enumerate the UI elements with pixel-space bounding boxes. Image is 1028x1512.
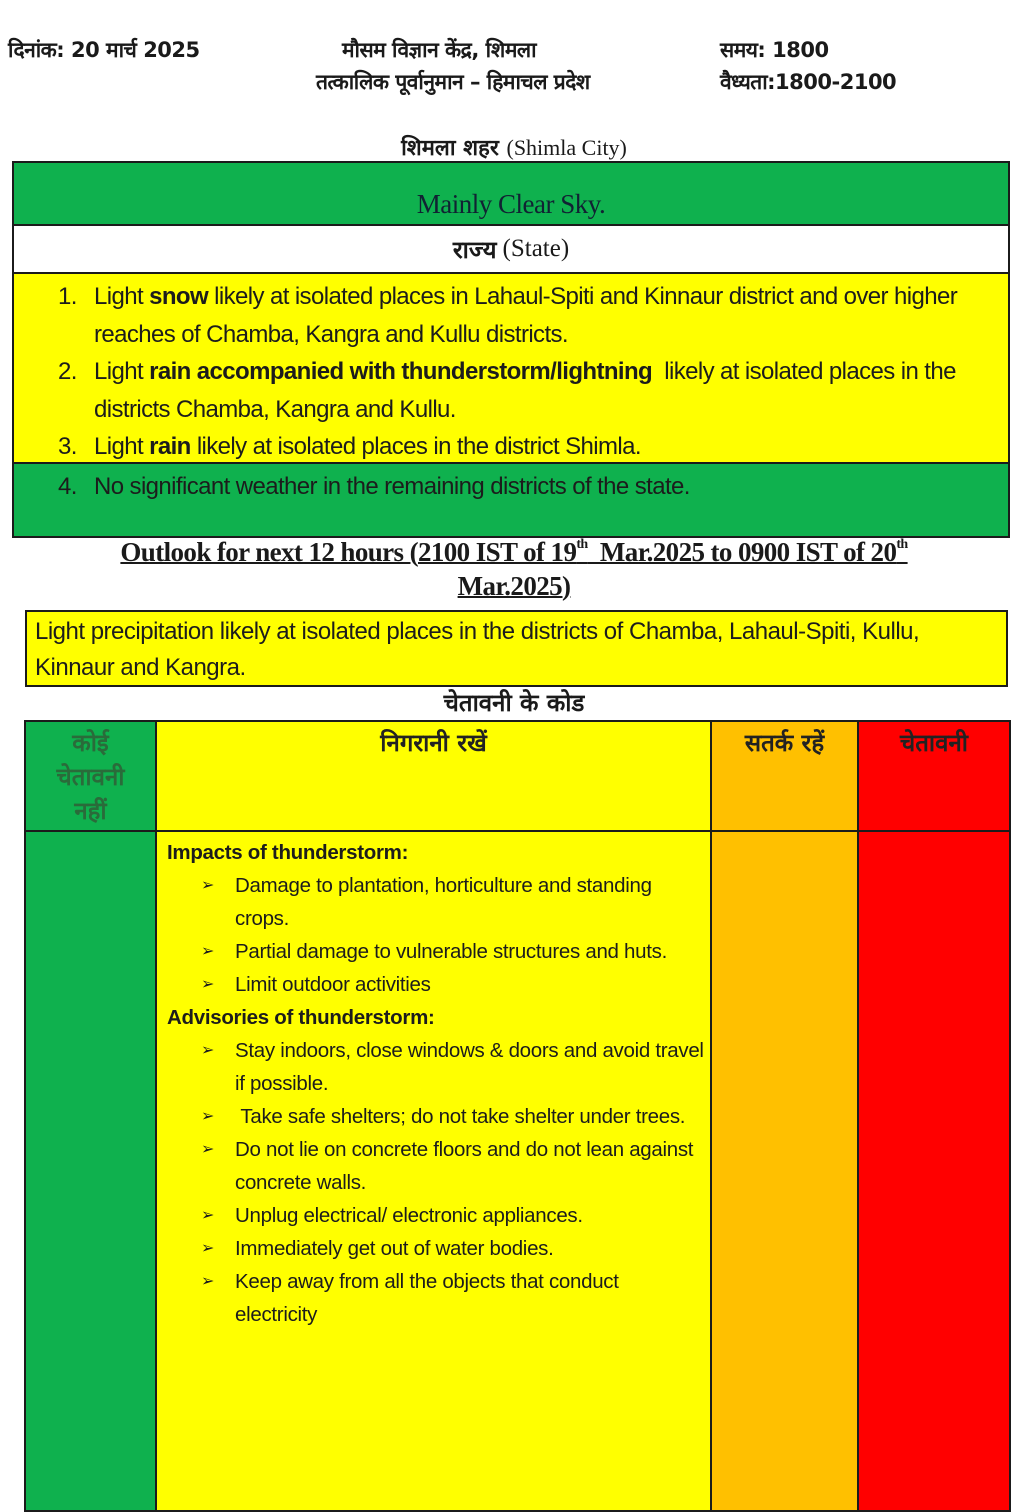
no-warning-cell (26, 832, 157, 1510)
city-forecast-row (14, 163, 1008, 226)
advisories-list (167, 1034, 710, 1331)
advisory-bullet-item (201, 1199, 710, 1232)
col-warning: चेतावनी (859, 722, 1009, 832)
advisory-bullet-item (201, 968, 710, 1001)
advisory-bullet-item (201, 935, 710, 968)
alert-cell (712, 832, 859, 1510)
state-forecast-item (58, 468, 1008, 506)
advisory-bullet-item (201, 1133, 710, 1199)
validity-period: वैध्यता:1800-2100 (720, 70, 897, 94)
outlook-heading: Outlook for next 12 hours (2100 IST of 19th Mar.2025 to 0900 IST of 20th Mar.2025) (120, 537, 908, 601)
warning-codes-table (24, 720, 1011, 1512)
bullet-text: Do not lie on concrete floors and do not lean against concrete walls. (235, 1138, 699, 1194)
advisory-bullet-item (201, 1232, 710, 1265)
bullet-text: Unplug electrical/ electronic appliances. (235, 1204, 583, 1227)
advisories-heading: Advisories of thunderstorm: (167, 1006, 435, 1029)
bullet-text: Take safe shelters; do not take shelter under trees. (235, 1105, 686, 1128)
outlook-text: Light precipitation likely at isolated places in the districts of Chamba, Lahaul-Spiti, Kullu, Kinnaur and Kangra. (25, 610, 1008, 687)
bullet-text: Partial damage to vulnerable structures and huts. (235, 940, 667, 963)
issuing-centre: मौसम विज्ञान केंद्र, शिमला (342, 38, 537, 62)
state-section-header (14, 226, 1008, 274)
advisory-bullet-item (201, 1100, 710, 1133)
bullet-text: Stay indoors, close windows & doors and avoid travel if possible. (235, 1039, 710, 1095)
state-forecast-item (58, 353, 1008, 428)
state-title-hindi: राज्य (452, 235, 497, 264)
forecast-table (12, 161, 1010, 538)
impacts-list (167, 869, 710, 1001)
arrowhead-bullet-icon: ➢ (201, 1141, 215, 1158)
arrowhead-bullet-icon: ➢ (201, 877, 215, 894)
city-title-hindi: शिमला शहर (401, 136, 499, 161)
bulletin-type: तत्कालिक पूर्वानुमान – हिमाचल प्रदेश (316, 70, 590, 94)
issue-time: समय: 1800 (720, 38, 829, 62)
bullet-text: Damage to plantation, horticulture and standing crops. (235, 874, 658, 930)
advisory-bullet-item (201, 1265, 710, 1331)
arrowhead-bullet-icon: ➢ (201, 1042, 215, 1059)
watch-advisory-cell (157, 832, 712, 1510)
col-alert: सतर्क रहें (712, 722, 859, 832)
item-text: Light rain likely at isolated places in the district Shimla. (94, 433, 641, 460)
state-forecast-item (58, 428, 1008, 466)
item-number: 1. (58, 283, 77, 310)
item-number: 4. (58, 473, 77, 500)
arrowhead-bullet-icon: ➢ (201, 1240, 215, 1257)
bullet-text: Immediately get out of water bodies. (235, 1237, 554, 1260)
arrowhead-bullet-icon: ➢ (201, 976, 215, 993)
item-text: No significant weather in the remaining districts of the state. (94, 473, 690, 500)
state-title-english: (State) (502, 235, 570, 262)
city-forecast-text: Mainly Clear Sky. (416, 189, 606, 219)
bullet-text: Keep away from all the objects that conduct electricity (235, 1270, 625, 1326)
bulletin-date: दिनांक: 20 मार्च 2025 (8, 38, 200, 62)
state-forecast-yellow (14, 274, 1008, 464)
item-text: Light snow likely at isolated places in Lahaul-Spiti and Kinnaur district and over higher reaches of Chamba, Kangra and Kullu districts. (94, 283, 958, 348)
arrowhead-bullet-icon: ➢ (201, 1273, 215, 1290)
arrowhead-bullet-icon: ➢ (201, 1108, 215, 1125)
warning-cell (859, 832, 1009, 1510)
bullet-text: Limit outdoor activities (235, 973, 431, 996)
advisory-bullet-item (201, 1034, 710, 1100)
arrowhead-bullet-icon: ➢ (201, 943, 215, 960)
city-section-title (0, 132, 1028, 162)
state-forecast-green (14, 464, 1008, 536)
col-watch: निगरानी रखें (157, 722, 712, 832)
item-number: 3. (58, 433, 77, 460)
warning-codes-title: चेतावनी के कोड (443, 689, 585, 717)
city-title-english: (Shimla City) (506, 135, 627, 160)
item-number: 2. (58, 358, 77, 385)
item-text: Light rain accompanied with thunderstorm/lightning likely at isolated places in the districts Chamba, Kangra and Kullu. (94, 358, 962, 423)
advisory-bullet-item (201, 869, 710, 935)
impacts-heading: Impacts of thunderstorm: (167, 841, 409, 864)
state-forecast-item (58, 278, 1008, 353)
arrowhead-bullet-icon: ➢ (201, 1207, 215, 1224)
col-no-warning: कोई चेतावनी नहीं (26, 722, 157, 832)
